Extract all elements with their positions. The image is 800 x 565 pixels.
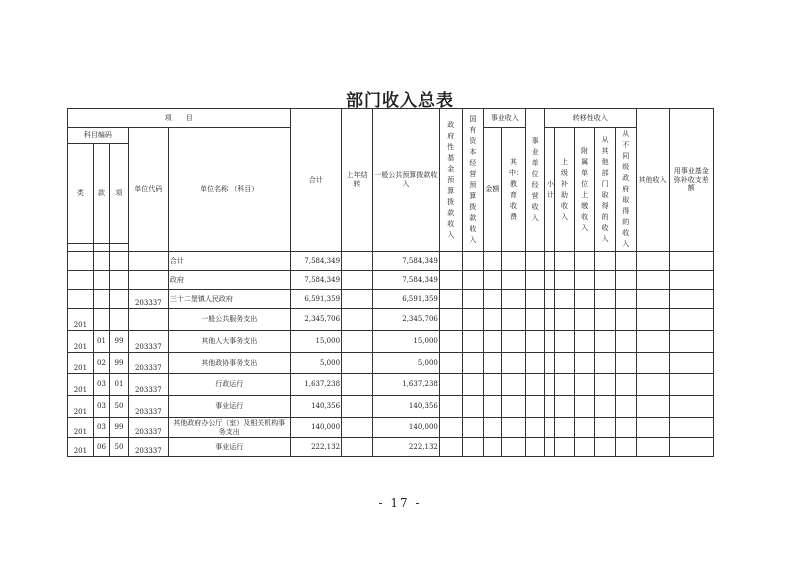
header-upper-subsidy: 上级补助收入 xyxy=(560,157,568,221)
empty-cell xyxy=(526,374,545,396)
header-other-dept: 从其他部门取得的收入 xyxy=(601,135,609,243)
empty-cell xyxy=(615,252,636,271)
unit-name-cell: 事业运行 xyxy=(168,438,290,457)
empty-cell xyxy=(555,438,575,457)
empty-cell xyxy=(615,353,636,374)
empty-cell xyxy=(595,271,616,290)
header-edu-fee: 其中：教育收费 xyxy=(509,157,524,221)
empty-cell xyxy=(615,396,636,418)
total-cell: 6,591,359 xyxy=(290,290,342,309)
empty-cell xyxy=(439,309,462,331)
code-kuan-cell: 03 xyxy=(93,374,109,396)
empty-cell xyxy=(669,252,713,271)
code-lei-cell: 201 xyxy=(68,331,94,353)
empty-cell xyxy=(669,396,713,418)
general-budget-cell: 140,356 xyxy=(372,396,439,418)
general-budget-cell: 222,132 xyxy=(372,438,439,457)
empty-cell xyxy=(501,271,526,290)
unit-name-cell: 合计 xyxy=(168,252,290,271)
total-cell: 222,132 xyxy=(290,438,342,457)
carryover-cell xyxy=(342,374,373,396)
table-row xyxy=(68,252,714,271)
carryover-cell xyxy=(342,396,373,418)
total-cell: 140,356 xyxy=(290,396,342,418)
empty-cell xyxy=(484,438,502,457)
empty-cell xyxy=(501,438,526,457)
code-xiang-cell: 99 xyxy=(110,418,129,438)
empty-cell xyxy=(484,252,502,271)
code-lei-cell: 201 xyxy=(68,418,94,438)
unit-name-cell: 一般公共服务支出 xyxy=(168,309,290,331)
code-lei-cell xyxy=(68,252,94,271)
empty-cell xyxy=(555,252,575,271)
unit-code-cell: 203337 xyxy=(128,396,168,418)
code-xiang-cell: 99 xyxy=(110,331,129,353)
empty-cell xyxy=(595,331,616,353)
code-lei-cell: 201 xyxy=(68,374,94,396)
empty-cell xyxy=(439,252,462,271)
empty-cell xyxy=(501,331,526,353)
empty-cell xyxy=(544,374,554,396)
general-budget-cell: 5,000 xyxy=(372,353,439,374)
empty-cell xyxy=(439,396,462,418)
empty-cell xyxy=(501,252,526,271)
header-business-operation: 事业单位经营收入 xyxy=(531,137,539,222)
general-budget-cell: 6,591,359 xyxy=(372,290,439,309)
code-kuan-cell xyxy=(93,290,109,309)
empty-cell xyxy=(636,271,669,290)
code-xiang-cell xyxy=(110,309,129,331)
code-xiang-cell: 99 xyxy=(110,353,129,374)
empty-cell xyxy=(501,396,526,418)
carryover-cell xyxy=(342,309,373,331)
empty-cell xyxy=(526,438,545,457)
carryover-cell xyxy=(342,331,373,353)
unit-name-cell: 行政运行 xyxy=(168,374,290,396)
empty-cell xyxy=(484,331,502,353)
empty-cell xyxy=(595,396,616,418)
header-lei: 类 xyxy=(68,144,94,244)
empty-cell xyxy=(615,438,636,457)
empty-cell xyxy=(462,438,484,457)
unit-name-cell: 政府 xyxy=(168,271,290,290)
unit-code-cell xyxy=(128,271,168,290)
code-xiang-cell: 50 xyxy=(110,438,129,457)
code-lei-cell: 201 xyxy=(68,309,94,331)
header-amount: 金额 xyxy=(484,128,502,252)
empty-cell xyxy=(544,438,554,457)
carryover-cell xyxy=(342,271,373,290)
empty-cell xyxy=(574,309,595,331)
table-row xyxy=(68,271,714,290)
empty-cell xyxy=(544,290,554,309)
total-cell: 5,000 xyxy=(290,353,342,374)
unit-code-cell: 203337 xyxy=(128,331,168,353)
header-transfer-income: 转移性收入 xyxy=(544,109,636,128)
code-kuan-cell: 03 xyxy=(93,418,109,438)
empty-cell xyxy=(669,418,713,438)
empty-cell xyxy=(555,418,575,438)
empty-cell xyxy=(484,309,502,331)
empty-cell xyxy=(462,252,484,271)
general-budget-cell: 140,000 xyxy=(372,418,439,438)
empty-cell xyxy=(526,271,545,290)
empty-cell xyxy=(526,396,545,418)
header-carryover: 上年结转 xyxy=(342,109,373,252)
empty-cell xyxy=(615,418,636,438)
unit-code-cell: 203337 xyxy=(128,353,168,374)
empty-cell xyxy=(462,374,484,396)
header-kuan: 款 xyxy=(93,144,109,244)
header-total: 合计 xyxy=(290,109,342,252)
empty-cell xyxy=(439,418,462,438)
code-kuan-cell: 06 xyxy=(93,438,109,457)
header-affiliated: 附属单位上缴收入 xyxy=(581,146,589,232)
empty-cell xyxy=(574,396,595,418)
empty-cell xyxy=(544,418,554,438)
empty-cell xyxy=(501,309,526,331)
carryover-cell xyxy=(342,438,373,457)
empty-cell xyxy=(669,374,713,396)
empty-cell xyxy=(555,309,575,331)
empty-cell xyxy=(439,353,462,374)
empty-cell xyxy=(462,396,484,418)
empty-cell xyxy=(462,418,484,438)
code-kuan-cell xyxy=(93,309,109,331)
empty-cell xyxy=(636,418,669,438)
empty-cell xyxy=(669,438,713,457)
code-kuan-cell xyxy=(93,252,109,271)
carryover-cell xyxy=(342,353,373,374)
empty-cell xyxy=(526,353,545,374)
code-xiang-cell xyxy=(110,252,129,271)
code-kuan-cell xyxy=(93,271,109,290)
empty-cell xyxy=(526,290,545,309)
empty-cell xyxy=(574,271,595,290)
table-body xyxy=(68,252,714,457)
empty-cell xyxy=(526,252,545,271)
empty-cell xyxy=(462,331,484,353)
empty-cell xyxy=(669,331,713,353)
empty-cell xyxy=(595,418,616,438)
unit-code-cell: 203337 xyxy=(128,418,168,438)
carryover-cell xyxy=(342,290,373,309)
table-row xyxy=(68,290,714,309)
code-lei-cell: 201 xyxy=(68,396,94,418)
header-subject-code: 科目编码 xyxy=(68,128,129,144)
unit-code-cell xyxy=(128,309,168,331)
empty-cell xyxy=(462,353,484,374)
unit-code-cell: 203337 xyxy=(128,374,168,396)
header-state-capital: 国有资本经营预算拨款收入 xyxy=(469,115,477,244)
empty-cell xyxy=(484,271,502,290)
empty-cell xyxy=(501,374,526,396)
empty-cell xyxy=(544,396,554,418)
empty-cell xyxy=(439,271,462,290)
empty-cell xyxy=(574,331,595,353)
empty-cell xyxy=(555,374,575,396)
header-subtotal: 小计 xyxy=(546,179,554,199)
empty-cell xyxy=(544,271,554,290)
empty-cell xyxy=(636,290,669,309)
general-budget-cell: 7,584,349 xyxy=(372,271,439,290)
header-unit-name: 单位名称 （科目） xyxy=(168,128,290,252)
empty-cell xyxy=(544,353,554,374)
empty-cell xyxy=(574,353,595,374)
empty-cell xyxy=(526,418,545,438)
empty-cell xyxy=(636,438,669,457)
empty-cell xyxy=(544,309,554,331)
empty-cell xyxy=(669,290,713,309)
total-cell: 1,637,238 xyxy=(290,374,342,396)
header-business-income: 事业收入 xyxy=(484,109,526,128)
empty-cell xyxy=(636,353,669,374)
table-row xyxy=(68,438,714,457)
empty-cell xyxy=(574,290,595,309)
code-xiang-cell xyxy=(110,271,129,290)
empty-cell xyxy=(484,374,502,396)
total-cell: 7,584,349 xyxy=(290,252,342,271)
general-budget-cell: 15,000 xyxy=(372,331,439,353)
empty-cell xyxy=(636,331,669,353)
unit-name-cell: 三十二堡镇人民政府 xyxy=(168,290,290,309)
empty-cell xyxy=(555,353,575,374)
total-cell: 7,584,349 xyxy=(290,271,342,290)
empty-cell xyxy=(462,271,484,290)
table-row xyxy=(68,331,714,353)
code-kuan-cell: 02 xyxy=(93,353,109,374)
unit-name-cell: 事业运行 xyxy=(168,396,290,418)
empty-cell xyxy=(574,374,595,396)
empty-cell xyxy=(615,331,636,353)
table-row xyxy=(68,374,714,396)
empty-cell xyxy=(636,374,669,396)
code-lei-cell: 201 xyxy=(68,438,94,457)
empty-cell xyxy=(555,290,575,309)
table-row xyxy=(68,418,714,438)
empty-cell xyxy=(669,309,713,331)
empty-cell xyxy=(615,374,636,396)
header-other-income: 其他收入 xyxy=(636,109,669,252)
header-diff-gov: 从不同级政府取得的收入 xyxy=(622,130,630,248)
empty-cell xyxy=(555,271,575,290)
unit-name-cell: 其他政府办公厅（室）及相关机构事务支出 xyxy=(168,418,290,438)
empty-cell xyxy=(484,353,502,374)
empty-cell xyxy=(595,290,616,309)
empty-cell xyxy=(615,271,636,290)
code-lei-cell xyxy=(68,290,94,309)
code-kuan-cell: 03 xyxy=(93,396,109,418)
empty-cell xyxy=(439,290,462,309)
unit-code-cell xyxy=(128,252,168,271)
total-cell: 140,000 xyxy=(290,418,342,438)
empty-cell xyxy=(615,309,636,331)
empty-cell xyxy=(462,290,484,309)
empty-cell xyxy=(526,309,545,331)
unit-name-cell: 其他人大事务支出 xyxy=(168,331,290,353)
empty-cell xyxy=(439,374,462,396)
general-budget-cell: 1,637,238 xyxy=(372,374,439,396)
empty-cell xyxy=(484,290,502,309)
unit-name-cell: 其他政协事务支出 xyxy=(168,353,290,374)
table-row xyxy=(68,353,714,374)
general-budget-cell: 7,584,349 xyxy=(372,252,439,271)
empty-cell xyxy=(595,374,616,396)
header-item: 项 目 xyxy=(68,109,291,128)
empty-cell xyxy=(462,309,484,331)
empty-cell xyxy=(439,331,462,353)
total-cell: 15,000 xyxy=(290,331,342,353)
total-cell: 2,345,706 xyxy=(290,309,342,331)
carryover-cell xyxy=(342,418,373,438)
empty-cell xyxy=(636,252,669,271)
empty-cell xyxy=(595,353,616,374)
code-kuan-cell: 01 xyxy=(93,331,109,353)
table-row xyxy=(68,396,714,418)
empty-cell xyxy=(574,438,595,457)
page-number: - 17 - xyxy=(378,496,422,510)
empty-cell xyxy=(501,290,526,309)
code-xiang-cell xyxy=(110,290,129,309)
empty-cell xyxy=(555,396,575,418)
code-lei-cell: 201 xyxy=(68,353,94,374)
header-fund-balance: 用事业基金弥补收支差额 xyxy=(669,109,713,252)
empty-cell xyxy=(669,271,713,290)
empty-cell xyxy=(439,438,462,457)
unit-code-cell: 203337 xyxy=(128,438,168,457)
empty-cell xyxy=(636,396,669,418)
empty-cell xyxy=(544,331,554,353)
empty-cell xyxy=(669,353,713,374)
unit-code-cell: 203337 xyxy=(128,290,168,309)
empty-cell xyxy=(544,252,554,271)
empty-cell xyxy=(595,438,616,457)
department-income-table xyxy=(67,108,714,457)
empty-cell xyxy=(555,331,575,353)
empty-cell xyxy=(501,353,526,374)
header-xiang: 项 xyxy=(110,144,129,244)
page-title: 部门收入总表 xyxy=(346,91,454,111)
empty-cell xyxy=(484,396,502,418)
empty-cell xyxy=(574,418,595,438)
carryover-cell xyxy=(342,252,373,271)
empty-cell xyxy=(526,331,545,353)
code-lei-cell xyxy=(68,271,94,290)
empty-cell xyxy=(595,252,616,271)
general-budget-cell: 2,345,706 xyxy=(372,309,439,331)
empty-cell xyxy=(501,418,526,438)
header-gov-fund: 政府性基金预算拨款收入 xyxy=(447,120,455,239)
code-xiang-cell: 50 xyxy=(110,396,129,418)
header-unit-code: 单位代码 xyxy=(128,128,168,252)
table-row xyxy=(68,309,714,331)
empty-cell xyxy=(636,309,669,331)
empty-cell xyxy=(484,418,502,438)
code-xiang-cell: 01 xyxy=(110,374,129,396)
empty-cell xyxy=(615,290,636,309)
empty-cell xyxy=(595,309,616,331)
header-general-budget: 一般公共预算拨款收入 xyxy=(372,109,439,252)
empty-cell xyxy=(574,252,595,271)
